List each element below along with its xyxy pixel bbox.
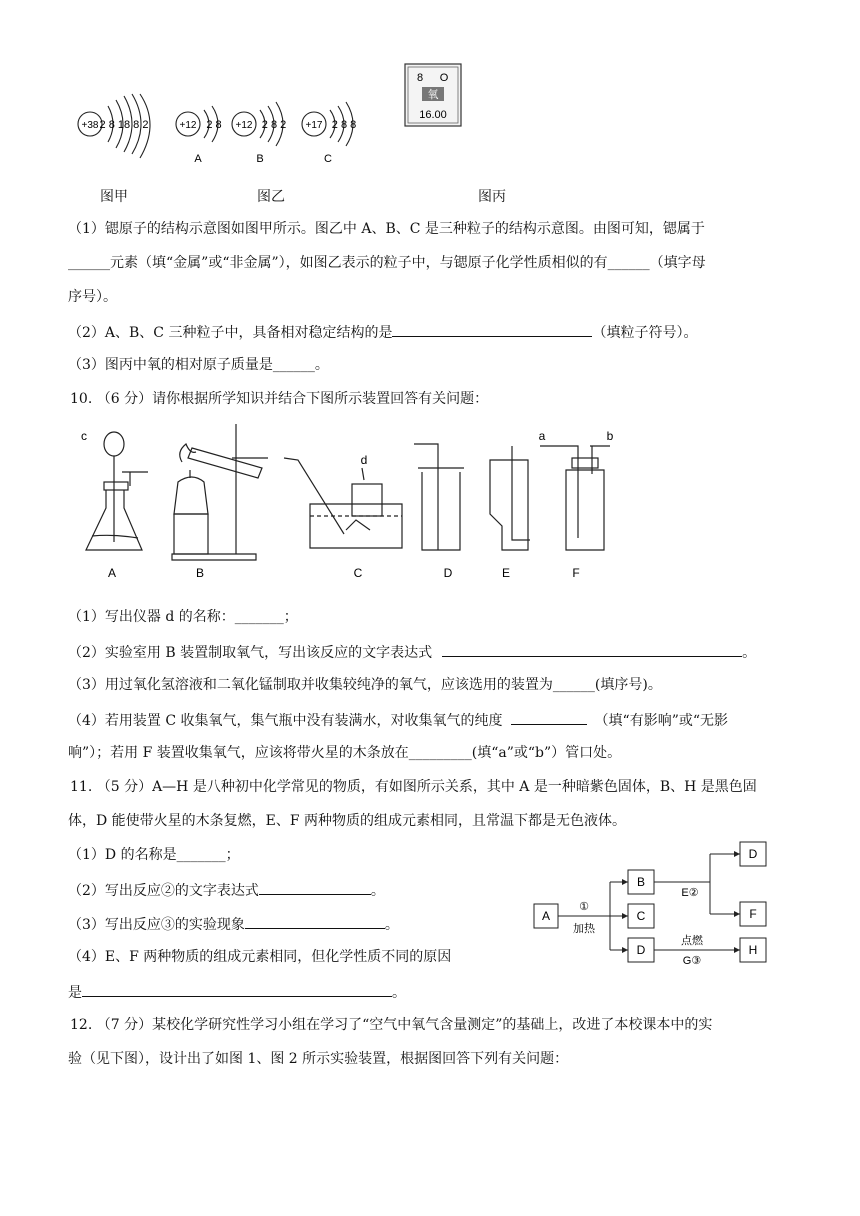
q12-line1: 12. （7 分）某校化学研究性学习小组在学习了“空气中氧气含量测定”的基础上，改进了本校课本中的实 bbox=[70, 1017, 713, 1033]
q10-part2-blank bbox=[442, 642, 742, 657]
q9-part2-tail: （填粒子符号）。 bbox=[592, 325, 698, 341]
q11-part4-tail: 。 bbox=[392, 985, 406, 1001]
reaction-1-condition: 加热 bbox=[573, 923, 595, 935]
apparatus-figure bbox=[72, 422, 612, 584]
atom-a-label: A bbox=[194, 153, 202, 165]
q9-part1-line1: （1）锶原子的结构示意图如图甲所示。图乙中 A、B、C 是三种粒子的结构示意图。由图可知，锶属于 bbox=[68, 221, 705, 237]
q11-part2-text: （2）写出反应②的文字表达式 bbox=[68, 883, 259, 899]
q10-part2-text: （2）实验室用 B 装置制取氧气，写出该反应的文字表达式 bbox=[68, 645, 433, 661]
element-name: 氧 bbox=[427, 89, 439, 101]
node-B: B bbox=[636, 875, 646, 889]
atom-b-label: B bbox=[256, 153, 264, 165]
atom-diagrams bbox=[74, 84, 394, 174]
reaction-diagram bbox=[530, 834, 780, 970]
q11-part3-blank bbox=[245, 914, 385, 929]
element-mass: 16.00 bbox=[419, 109, 447, 121]
node-D: D bbox=[748, 847, 758, 861]
atom-c-shells: 2 8 8 bbox=[331, 119, 357, 131]
q11-part4-line2 bbox=[68, 982, 406, 1002]
label-E: E bbox=[501, 566, 511, 580]
label-C: C bbox=[353, 566, 363, 580]
reaction-2-label: E② bbox=[681, 887, 699, 899]
q12-line2: 验（见下图），设计出了如图 1、图 2 所示实验装置，根据图回答下列有关问题： bbox=[68, 1051, 569, 1067]
q10-part3: （3）用过氧化氢溶液和二氧化锰制取并收集较纯净的氧气，应该选用的装置为______(填序号)。 bbox=[68, 677, 662, 693]
q9-part2-blank bbox=[392, 322, 592, 337]
caption-jia: 图甲 bbox=[100, 189, 128, 205]
q10-part2 bbox=[68, 642, 756, 662]
label-F: F bbox=[572, 566, 580, 580]
sr-nucleus: +38 bbox=[81, 120, 99, 131]
caption-yi: 图乙 bbox=[257, 189, 285, 205]
label-a: a bbox=[538, 429, 546, 443]
q11-part3-text: （3）写出反应③的实验现象 bbox=[68, 917, 245, 933]
label-c: c bbox=[81, 429, 87, 443]
q10-part1: （1）写出仪器 d 的名称：_______； bbox=[68, 609, 298, 625]
element-card bbox=[404, 63, 462, 127]
q9-part1-line3: 序号）。 bbox=[68, 289, 117, 305]
q10-part4 bbox=[68, 710, 728, 730]
q11-part4-lead: 是 bbox=[68, 985, 82, 1001]
node-D-product: D bbox=[636, 943, 646, 957]
q11-part1: （1）D 的名称是_______； bbox=[68, 847, 240, 863]
q11-part2 bbox=[68, 880, 385, 900]
node-H: H bbox=[748, 943, 758, 957]
node-F: F bbox=[749, 907, 757, 921]
sr-shells: 2 8 18 8 2 bbox=[99, 119, 149, 131]
atom-a-shells: 2 8 bbox=[206, 119, 222, 131]
atom-c-nucleus: +17 bbox=[305, 120, 323, 131]
caption-bing: 图丙 bbox=[478, 189, 506, 205]
label-d: d bbox=[360, 453, 368, 467]
q9-part2-text: （2）A、B、C 三种粒子中，具备相对稳定结构的是 bbox=[68, 325, 393, 341]
atom-c-label: C bbox=[324, 153, 332, 165]
label-b: b bbox=[606, 429, 614, 443]
node-A: A bbox=[541, 909, 551, 923]
q11-title: 11. （5 分）A—H 是八种初中化学常见的物质，有如图所示关系，其中 A 是一种暗紫色固体，B、H 是黑色固 bbox=[70, 779, 757, 795]
reaction-3-condition: 点燃 bbox=[681, 935, 703, 947]
q11-title-line2: 体，D 能使带火星的木条复燃，E、F 两种物质的组成元素相同，且常温下都是无色液体。 bbox=[68, 813, 627, 829]
q9-part3: （3）图丙中氧的相对原子质量是______。 bbox=[68, 357, 329, 373]
label-D: D bbox=[443, 566, 453, 580]
label-A: A bbox=[107, 566, 117, 580]
atom-a-nucleus: +12 bbox=[179, 120, 197, 131]
reaction-3-label: G③ bbox=[682, 955, 702, 967]
q11-part2-tail: 。 bbox=[370, 883, 385, 899]
q10-title: 10. （6 分）请你根据所学知识并结合下图所示装置回答有关问题： bbox=[70, 391, 489, 407]
element-symbol: O bbox=[439, 72, 449, 84]
node-C: C bbox=[636, 909, 646, 923]
q11-part4: （4）E、F 两种物质的组成元素相同，但化学性质不同的原因 bbox=[68, 949, 452, 965]
q10-part4-line2: 响”）；若用 F 装置收集氧气，应该将带火星的木条放在_________(填“a”或“b”）管口处。 bbox=[68, 745, 622, 761]
atom-b-nucleus: +12 bbox=[235, 120, 253, 131]
q11-part2-blank bbox=[259, 880, 371, 895]
reaction-1-label: ① bbox=[579, 901, 589, 913]
q10-part4-tail: （填“有影响”或“无影 bbox=[594, 713, 729, 729]
q10-part4-text: （4）若用装置 C 收集氧气，集气瓶中没有装满水，对收集氧气的纯度 bbox=[68, 713, 503, 729]
label-B: B bbox=[195, 566, 205, 580]
element-number: 8 bbox=[416, 72, 424, 84]
q9-part1-line2: ______元素（填“金属”或“非金属”），如图乙表示的粒子中，与锶原子化学性质相似的有______（填字母 bbox=[68, 255, 706, 271]
q10-part2-tail: 。 bbox=[742, 645, 757, 661]
q11-part3 bbox=[68, 914, 399, 934]
q11-part3-tail: 。 bbox=[384, 917, 399, 933]
q11-part4-blank bbox=[82, 982, 392, 997]
q9-part2 bbox=[68, 322, 697, 342]
q10-part4-blank bbox=[511, 710, 587, 725]
atom-b-shells: 2 8 2 bbox=[261, 119, 287, 131]
